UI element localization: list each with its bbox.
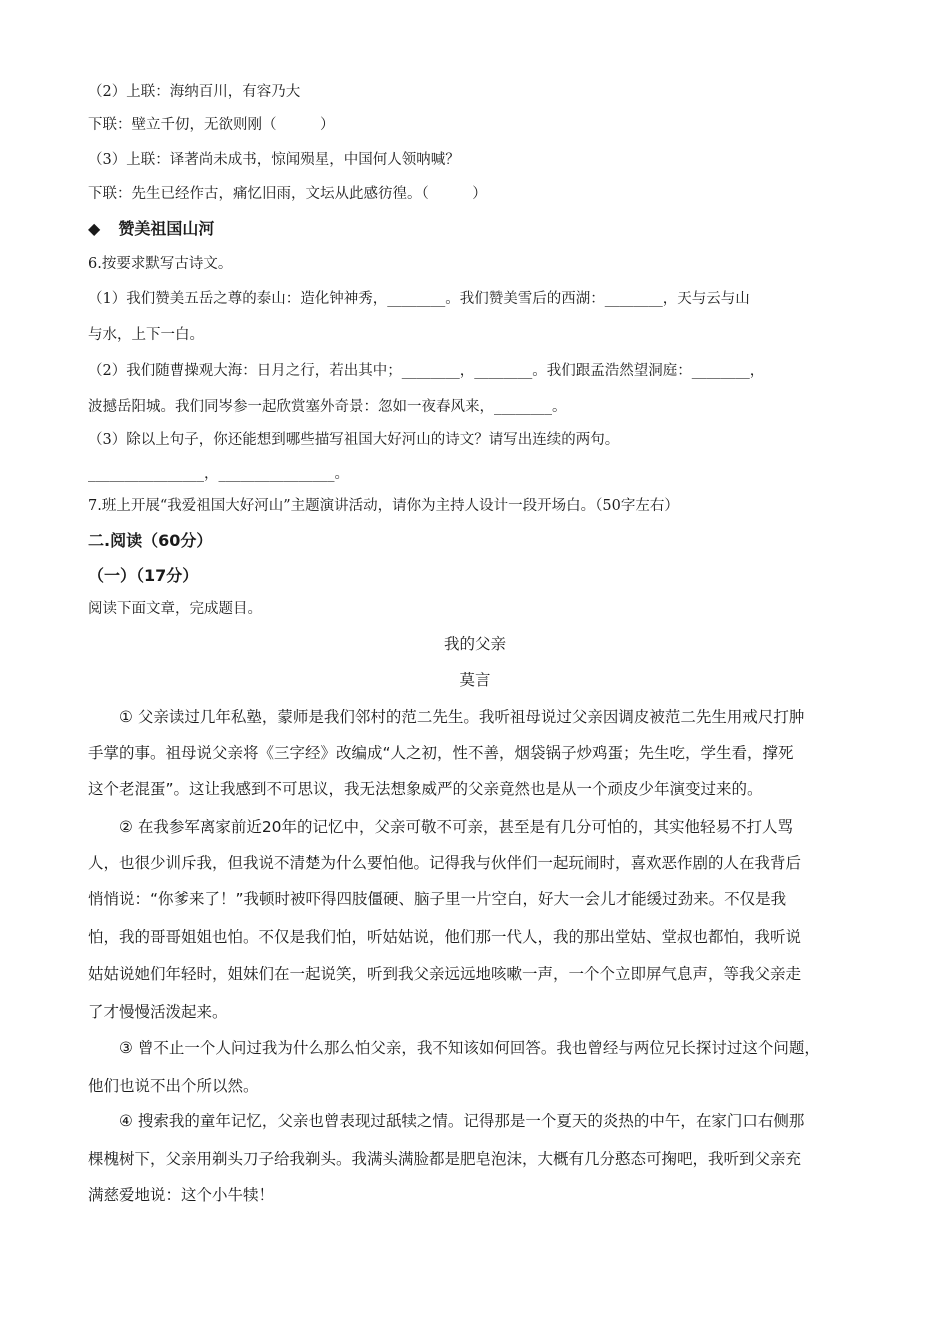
article-author: 莫言: [459, 671, 491, 689]
reading-section-heading: 二.阅读（60分）: [88, 531, 213, 550]
question-6-part2-line2: 波撼岳阳城。我们同岑参一起欣赏塞外奇景：忽如一夜春风来，________。: [88, 399, 567, 415]
couplet-3-upper: （3）上联：译著尚未成书，惊闻殒星，中国何人领呐喊？: [88, 152, 460, 168]
diamond-bullet-icon: ◆: [88, 219, 101, 238]
article-line: ① 父亲读过几年私塾，蒙师是我们邻村的范二先生。我听祖母说过父亲因调皮被范二先生用戒尺打肿: [119, 708, 805, 726]
section-praise-title: 赞美祖国山河: [118, 219, 215, 238]
reading-part1-heading: （一）（17分）: [88, 566, 199, 585]
article-title: 我的父亲: [443, 635, 506, 653]
section-praise-heading: [88, 219, 214, 239]
article-line: 满慈爱地说：这个小牛犊！: [88, 1186, 275, 1204]
article-line: 这个老混蛋”。这让我感到不可思议，我无法想象威严的父亲竟然也是从一个顽皮少年演变过来的。: [88, 780, 763, 798]
couplet-3-lower: 下联：先生已经作古，痛忆旧雨，文坛从此感彷徨。（ ）: [88, 186, 487, 202]
question-7: 7.班上开展“我爱祖国大好河山”主题演讲活动，请你为主持人设计一段开场白。（50字左右）: [88, 498, 679, 514]
article-line: ② 在我参军离家前近20年的记忆中，父亲可敬不可亲，甚至是有几分可怕的，其实他轻易不打人骂: [119, 818, 794, 836]
article-line: 姑姑说她们年轻时，姐妹们在一起说笑，听到我父亲远远地咳嗽一声，一个个立即屏气息声，等我父亲走: [88, 965, 802, 983]
article-line: 手掌的事。祖母说父亲将《三字经》改编成“人之初，性不善，烟袋锅子炒鸡蛋；先生吃，学生看，撑死: [88, 744, 794, 762]
question-6-part2-line1: （2）我们随曹操观大海：日月之行，若出其中；________，________。我们跟孟浩然望洞庭：________，: [88, 363, 765, 379]
article-line: 他们也说不出个所以然。: [88, 1077, 259, 1095]
question-6-part3-blank: ________________，________________。: [88, 466, 349, 482]
couplet-2-upper: （2）上联：海纳百川，有容乃大: [88, 84, 301, 100]
article-line: 棵槐树下，父亲用剃头刀子给我剃头。我满头满脸都是肥皂泡沫，大概有几分憨态可掬吧，我听到父亲充: [88, 1150, 802, 1168]
article-line: 怕，我的哥哥姐姐也怕。不仅是我们怕，听姑姑说，他们那一代人，我的那出堂姑、堂叔也都怕，我听说: [88, 928, 802, 946]
article-line: 了才慢慢活泼起来。: [88, 1003, 228, 1021]
article-line: 人，也很少训斥我，但我说不清楚为什么要怕他。记得我与伙伴们一起玩闹时，喜欢恶作剧的人在我背后: [88, 854, 802, 872]
question-6-title: 6.按要求默写古诗文。: [88, 256, 233, 272]
article-line: ③ 曾不止一个人问过我为什么那么怕父亲，我不知该如何回答。我也曾经与两位兄长探讨过这个问题，: [119, 1039, 820, 1057]
question-6-part1-line1: （1）我们赞美五岳之尊的泰山：造化钟神秀，________。我们赞美雪后的西湖：________，天与云与山: [88, 291, 750, 307]
question-6-part3-line1: （3）除以上句子，你还能想到哪些描写祖国大好河山的诗文？请写出连续的两句。: [88, 432, 620, 448]
article-line: ④ 搜索我的童年记忆，父亲也曾表现过舐犊之情。记得那是一个夏天的炎热的中午，在家门口右侧那: [119, 1112, 805, 1130]
question-6-part1-line2: 与水，上下一白。: [88, 327, 204, 343]
article-line: 悄悄说：“你爹来了！”我顿时被吓得四肢僵硬、脑子里一片空白，好大一会儿才能缓过劲来。不仅是我: [88, 890, 787, 908]
couplet-2-lower: 下联：壁立千仞，无欲则刚（ ）: [88, 117, 335, 133]
reading-instruction: 阅读下面文章，完成题目。: [88, 601, 262, 617]
